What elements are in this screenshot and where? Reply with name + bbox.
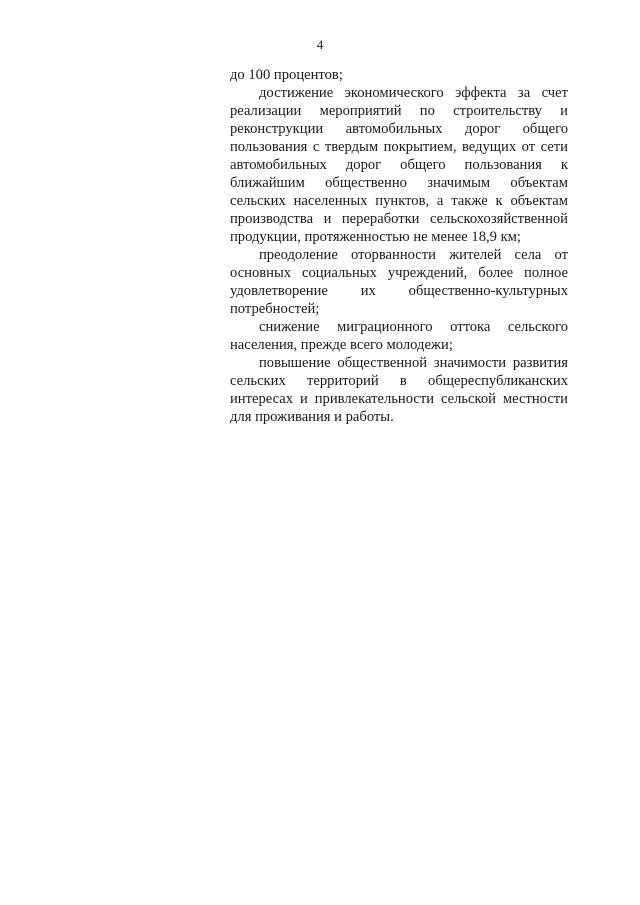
- page-number: 4: [316, 37, 324, 52]
- paragraph-economic-effect: достижение экономического эффекта за счет реализации мероприятий по строительству и реконструкции автомобильных дорог общего пользования с твердым покрытием, ведущих от сети автомобильных дорог общего пользования к ближайшим общественно значимым объектам сельских населенных пунктов, а также к объектам производства и переработки сельскохозяйственной продукции, протяженностью не менее 18,9 км;: [230, 85, 568, 245]
- paragraph-migration: снижение миграционного оттока сельского населения, прежде всего молодежи;: [230, 319, 568, 353]
- paragraph-continuation: до 100 процентов;: [230, 67, 343, 83]
- paragraph-significance: повышение общественной значимости развития сельских территорий в общереспубликанских интересах и привлекательности сельской местности для проживания и работы.: [230, 355, 568, 425]
- document-body: [230, 66, 568, 426]
- paragraph-isolation: преодоление оторванности жителей села от основных социальных учреждений, более полное удовлетворение их общественно-культурных потребностей;: [230, 247, 568, 317]
